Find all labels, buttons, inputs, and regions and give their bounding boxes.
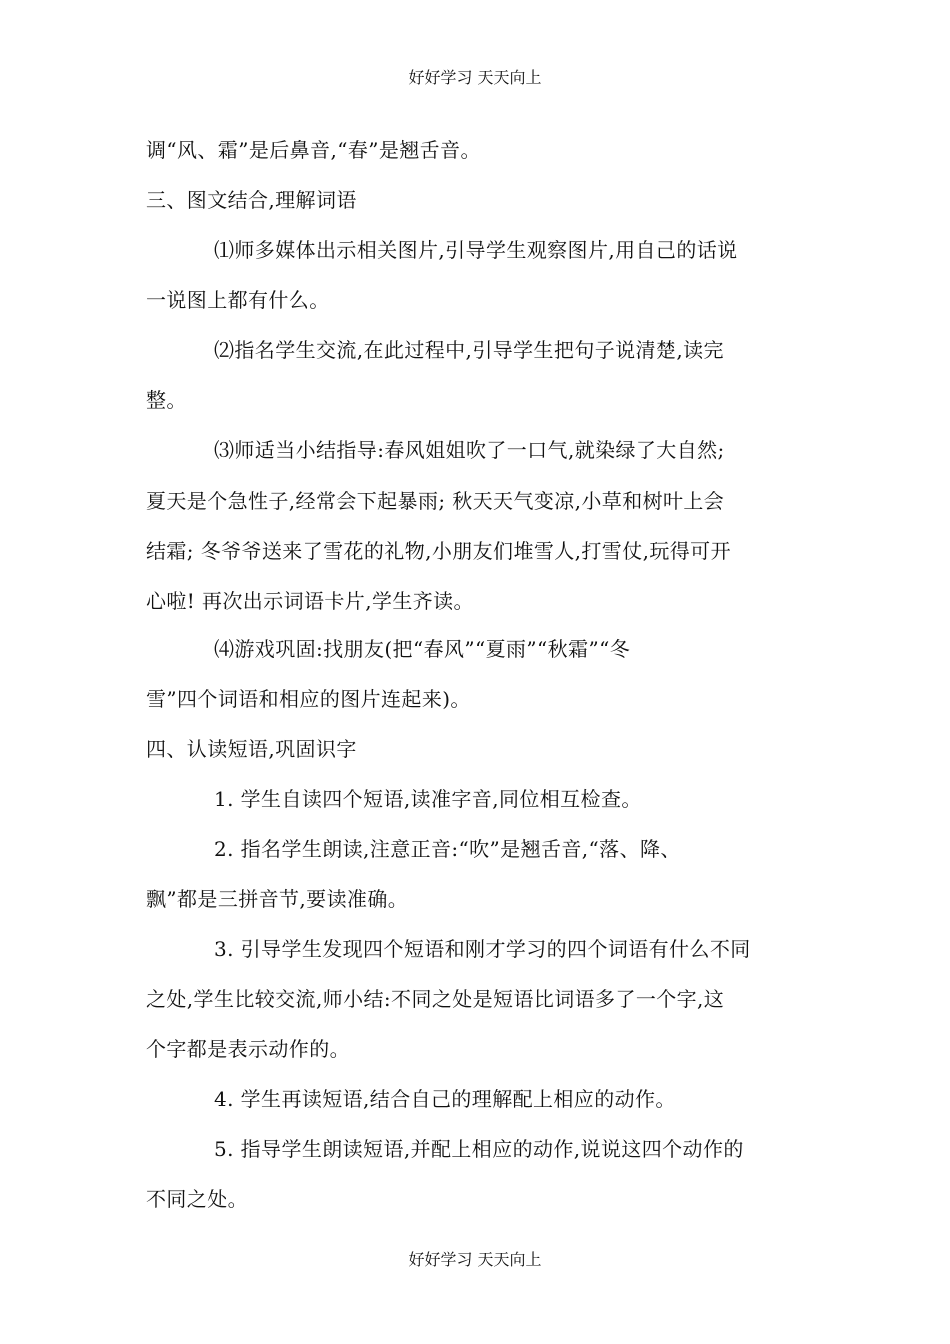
text-line: 调“风、霜”是后鼻音,“春”是翘舌音。 [146,138,481,162]
text-line: 心啦! 再次出示词语卡片,学生齐读。 [146,589,474,613]
text-line: 整。 [146,388,187,412]
text-line: 雪”四个词语和相应的图片连起来)。 [146,687,471,711]
text-line: 2. 指名学生朗读,注意正音:“吹”是翘舌音,“落、降、 [214,837,681,861]
text-line: 3. 引导学生发现四个短语和刚才学习的四个词语有什么不同 [214,937,751,961]
text-line: 之处,学生比较交流,师小结:不同之处是短语比词语多了一个字,这 [146,987,725,1011]
text-line: 夏天是个急性子,经常会下起暴雨; 秋天天气变凉,小草和树叶上会 [146,489,725,513]
text-line: 一说图上都有什么。 [146,288,330,312]
text-line: 飘”都是三拼音节,要读准确。 [146,887,409,911]
text-line: 结霜; 冬爷爷送来了雪花的礼物,小朋友们堆雪人,打雪仗,玩得可开 [146,539,731,563]
section-heading: 三、图文结合,理解词语 [146,188,357,212]
text-line: 1. 学生自读四个短语,读准字音,同位相互检查。 [214,787,642,811]
page-header: 好好学习 天天向上 [408,68,542,87]
text-line: 个字都是表示动作的。 [146,1037,350,1061]
page-footer: 好好学习 天天向上 [408,1250,542,1269]
text-line: ⑴师多媒体出示相关图片,引导学生观察图片,用自己的话说 [214,238,738,262]
text-line: ⑶师适当小结指导:春风姐姐吹了一口气,就染绿了大自然; [214,438,725,462]
text-line: 不同之处。 [146,1187,248,1211]
text-line: ⑵指名学生交流,在此过程中,引导学生把句子说清楚,读完 [214,338,724,362]
section-heading: 四、认读短语,巩固识字 [146,737,357,761]
text-line: 4. 学生再读短语,结合自己的理解配上相应的动作。 [214,1087,676,1111]
text-line: 5. 指导学生朗读短语,并配上相应的动作,说说这四个动作的 [214,1137,744,1161]
text-line: ⑷游戏巩固:找朋友(把“春风”“夏雨”“秋霜”“冬 [214,637,631,661]
